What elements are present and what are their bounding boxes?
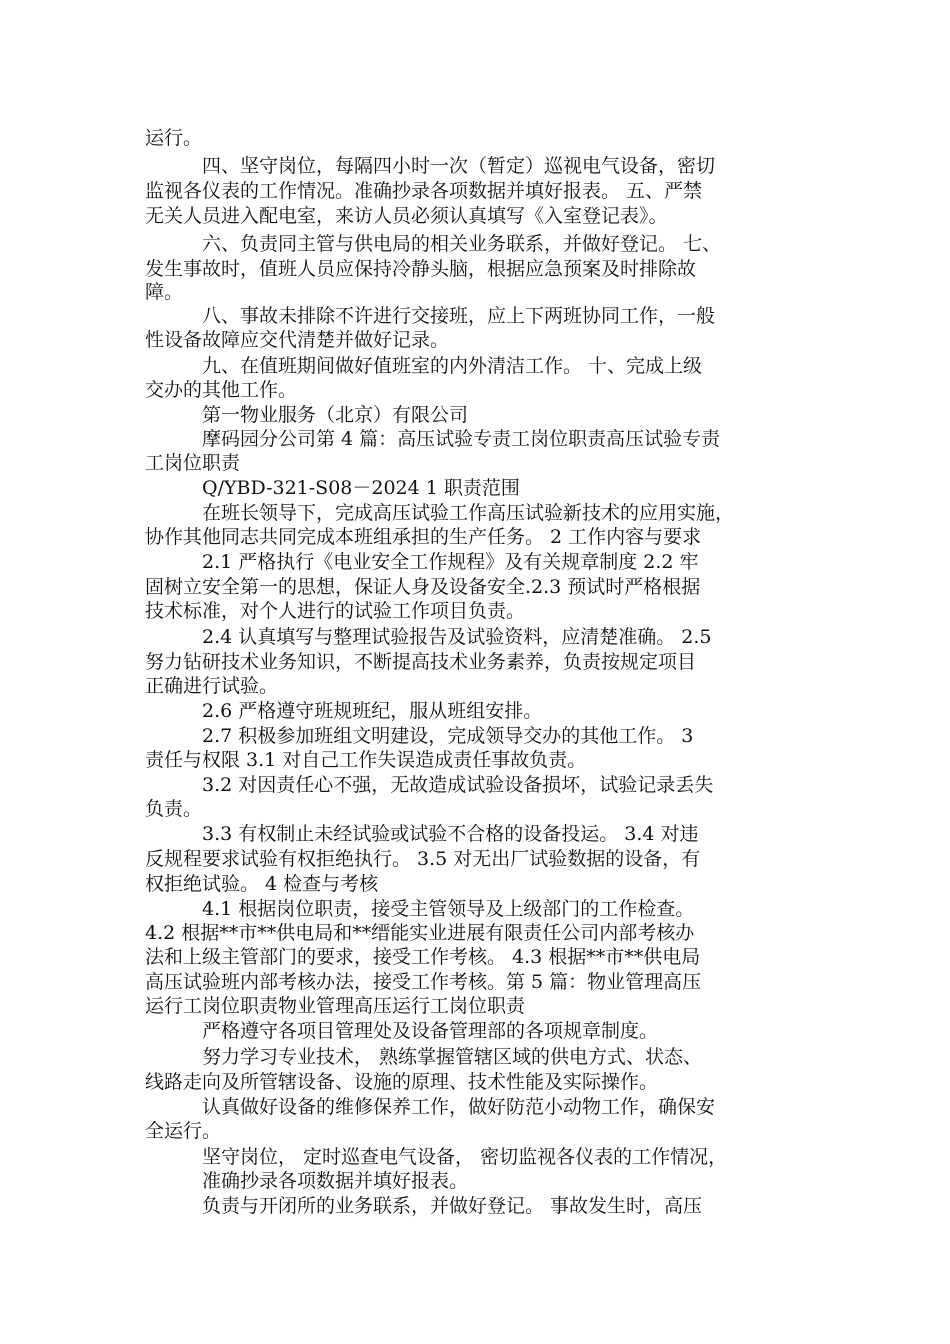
text-line: 运行工岗位职责物业管理高压运行工岗位职责 — [145, 995, 526, 1017]
text-line: 九、在值班期间做好值班室的内外清洁工作。 十、完成上级 — [202, 355, 703, 377]
text-line: 认真做好设备的维修保养工作，做好防范小动物工作，确保安 — [202, 1096, 716, 1118]
text-line: 无关人员进入配电室，来访人员必须认真填写《入室登记表》。 — [145, 205, 668, 227]
text-line: 法和上级主管部门的要求，接受工作考核。 4.3 根据**市**供电局 — [145, 946, 701, 968]
text-line: 4.1 根据岗位职责，接受主管领导及上级部门的工作检查。 — [202, 898, 695, 920]
text-line: 责任与权限 3.1 对自己工作失误造成责任事故负责。 — [145, 749, 587, 771]
text-line: 发生事故时，值班人员应保持冷静头脑，根据应急预案及时排除故 — [145, 258, 697, 280]
text-line: 反规程要求试验有权拒绝执行。 3.5 对无出厂试验数据的设备，有 — [145, 848, 701, 870]
text-line: 坚守岗位， 定时巡查电气设备， 密切监视各仪表的工作情况， — [202, 1146, 728, 1168]
text-line: 2.1 严格执行《电业安全工作规程》及有关规章制度 2.2 牢 — [202, 551, 699, 573]
text-line: 八、事故未排除不许进行交接班，应上下两班协同工作，一般 — [202, 305, 716, 327]
text-line: 2.4 认真填写与整理试验报告及试验资料，应清楚准确。 2.5 — [202, 626, 712, 648]
text-line: 负责与开闭所的业务联系，并做好登记。 事故发生时，高压 — [202, 1195, 703, 1217]
text-line: 摩码园分公司第 4 篇：高压试验专责工岗位职责高压试验专责 — [202, 428, 721, 450]
text-line: 权拒绝试验。 4 检查与考核 — [145, 873, 379, 895]
text-line: 障。 — [145, 281, 184, 303]
text-line: 工岗位职责 — [145, 452, 241, 474]
text-line: 高压试验班内部考核办法，接受工作考核。第 5 篇：物业管理高压 — [145, 971, 702, 993]
text-line: 严格遵守各项目管理处及设备管理部的各项规章制度。 — [202, 1020, 659, 1042]
text-line: 固树立安全第一的思想，保证人身及设备安全.2.3 预试时严格根据 — [145, 576, 701, 598]
text-line: 4.2 根据**市**供电局和**缙能实业进展有限责任公司内部考核办 — [145, 922, 695, 944]
text-line: 努力学习专业技术， 熟练掌握管辖区域的供电方式、状态、 — [202, 1046, 703, 1068]
text-line: 线路走向及所管辖设备、设施的原理、技术性能及实际操作。 — [145, 1071, 659, 1093]
text-line: 正确进行试验。 — [145, 675, 279, 697]
text-line: 第一物业服务（北京）有限公司 — [202, 404, 469, 426]
text-line: Q/YBD-321-S08－2024 1 职责范围 — [202, 477, 520, 499]
text-line: 2.7 积极参加班组文明建设，完成领导交办的其他工作。 3 — [202, 725, 694, 747]
text-line: 协作其他同志共同完成本班组承担的生产任务。 2 工作内容与要求 — [145, 526, 702, 548]
text-line: 努力钻研技术业务知识，不断提高技术业务素养，负责按规定项目 — [145, 651, 697, 673]
text-line: 准确抄录各项数据并填好报表。 — [202, 1170, 469, 1192]
text-line: 2.6 严格遵守班规班纪，服从班组安排。 — [202, 700, 543, 722]
text-line: 四、坚守岗位，每隔四小时一次（暂定）巡视电气设备，密切 — [202, 155, 716, 177]
text-line: 3.3 有权制止未经试验或试验不合格的设备投运。 3.4 对违 — [202, 823, 699, 845]
text-line: 运行。 — [145, 127, 203, 149]
text-line: 全运行。 — [145, 1120, 222, 1142]
text-line: 负责。 — [145, 798, 203, 820]
text-line: 六、负责同主管与供电局的相关业务联系，并做好登记。 七、 — [202, 233, 722, 255]
text-line: 3.2 对因责任心不强，无故造成试验设备损坏，试验记录丢失 — [202, 774, 714, 796]
text-line: 监视各仪表的工作情况。准确抄录各项数据并填好报表。 五、严禁 — [145, 180, 703, 202]
text-line: 技术标准，对个人进行的试验工作项目负责。 — [145, 600, 526, 622]
text-line: 性设备故障应交代清楚并做好记录。 — [145, 329, 450, 351]
text-line: 交办的其他工作。 — [145, 379, 298, 401]
text-line: 在班长领导下，完成高压试验工作高压试验新技术的应用实施， — [202, 502, 735, 524]
